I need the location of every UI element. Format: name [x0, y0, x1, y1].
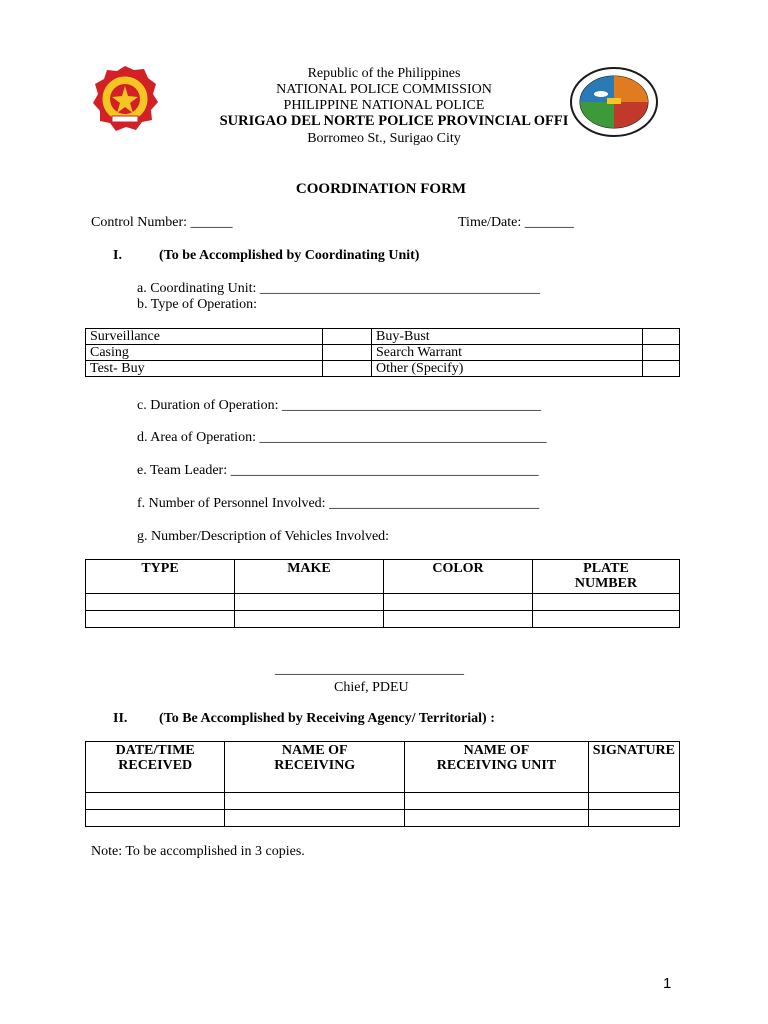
item-number-of-personnel: f. Number of Personnel Involved: ______________________________ [137, 496, 540, 511]
signature-label: Chief, PDEU [334, 680, 409, 695]
section2-numeral: II. [113, 711, 128, 726]
table-row [86, 361, 680, 377]
checkbox-cell[interactable] [323, 329, 372, 345]
table-row [86, 793, 680, 810]
item-team-leader: e. Team Leader: ____________________________________________ [137, 463, 539, 478]
checkbox-cell[interactable] [643, 345, 680, 361]
section2-heading: (To Be Accomplished by Receiving Agency/ Territorial) : [159, 711, 495, 726]
table-cell: Other (Specify) [372, 361, 643, 377]
checkbox-cell[interactable] [643, 361, 680, 377]
table-row [86, 329, 680, 345]
column-header-color: COLOR [384, 560, 533, 594]
table-cell[interactable] [533, 611, 680, 628]
header-line-republic: Republic of the Philippines [307, 66, 461, 81]
table-cell[interactable] [86, 611, 235, 628]
receiving-table [85, 741, 680, 827]
checkbox-cell[interactable] [323, 361, 372, 377]
table-cell[interactable] [235, 611, 384, 628]
table-cell[interactable] [86, 793, 225, 810]
table-cell[interactable] [86, 810, 225, 827]
checkbox-cell[interactable] [643, 329, 680, 345]
item-type-of-operation: b. Type of Operation: [137, 297, 258, 312]
table-cell[interactable] [533, 594, 680, 611]
header-line-provincial-office: SURIGAO DEL NORTE POLICE PROVINCIAL OFFI [219, 113, 569, 129]
table-row [86, 810, 680, 827]
control-number-field: Control Number: ______ [91, 215, 233, 230]
operation-type-table [85, 328, 680, 377]
table-cell[interactable] [384, 611, 533, 628]
table-cell[interactable] [405, 793, 589, 810]
form-title: COORDINATION FORM [295, 181, 467, 197]
table-cell: Casing [86, 345, 323, 361]
column-header-date-time-received: DATE/TIME RECEIVED [86, 742, 225, 793]
table-cell[interactable] [86, 594, 235, 611]
vehicles-table [85, 559, 680, 628]
item-duration-of-operation: c. Duration of Operation: _____________________________________ [137, 398, 542, 413]
table-cell[interactable] [588, 793, 679, 810]
item-vehicles-involved: g. Number/Description of Vehicles Involved: [137, 529, 390, 544]
header-line-pnp: PHILIPPINE NATIONAL POLICE [283, 98, 485, 113]
column-header-type: TYPE [86, 560, 235, 594]
column-header-name-of-receiving: NAME OF RECEIVING [225, 742, 405, 793]
table-header-row [86, 742, 680, 793]
header-line-address: Borromeo St., Surigao City [307, 131, 461, 146]
table-header-row [86, 560, 680, 594]
column-header-plate-number: PLATE NUMBER [533, 560, 680, 594]
item-area-of-operation: d. Area of Operation: _________________________________________ [137, 430, 547, 445]
column-header-signature: SIGNATURE [588, 742, 679, 793]
table-cell: Surveillance [86, 329, 323, 345]
header-line-napolcom: NATIONAL POLICE COMMISSION [276, 82, 492, 97]
table-cell[interactable] [225, 793, 405, 810]
page-number: 1 [663, 975, 672, 992]
table-cell[interactable] [384, 594, 533, 611]
table-cell[interactable] [405, 810, 589, 827]
signature-line: ___________________________ [275, 662, 464, 677]
table-cell[interactable] [588, 810, 679, 827]
note-text: Note: To be accomplished in 3 copies. [91, 844, 305, 859]
section1-heading: (To be Accomplished by Coordinating Unit) [159, 248, 420, 263]
table-cell: Buy-Bust [372, 329, 643, 345]
table-cell: Test- Buy [86, 361, 323, 377]
table-cell: Search Warrant [372, 345, 643, 361]
checkbox-cell[interactable] [323, 345, 372, 361]
time-date-field: Time/Date: _______ [458, 215, 574, 230]
table-cell[interactable] [225, 810, 405, 827]
table-cell[interactable] [235, 594, 384, 611]
section1-numeral: I. [113, 248, 122, 263]
column-header-name-of-receiving-unit: NAME OF RECEIVING UNIT [405, 742, 589, 793]
item-coordinating-unit: a. Coordinating Unit: ________________________________________ [137, 281, 540, 296]
table-row [86, 345, 680, 361]
column-header-make: MAKE [235, 560, 384, 594]
table-row [86, 594, 680, 611]
table-row [86, 611, 680, 628]
